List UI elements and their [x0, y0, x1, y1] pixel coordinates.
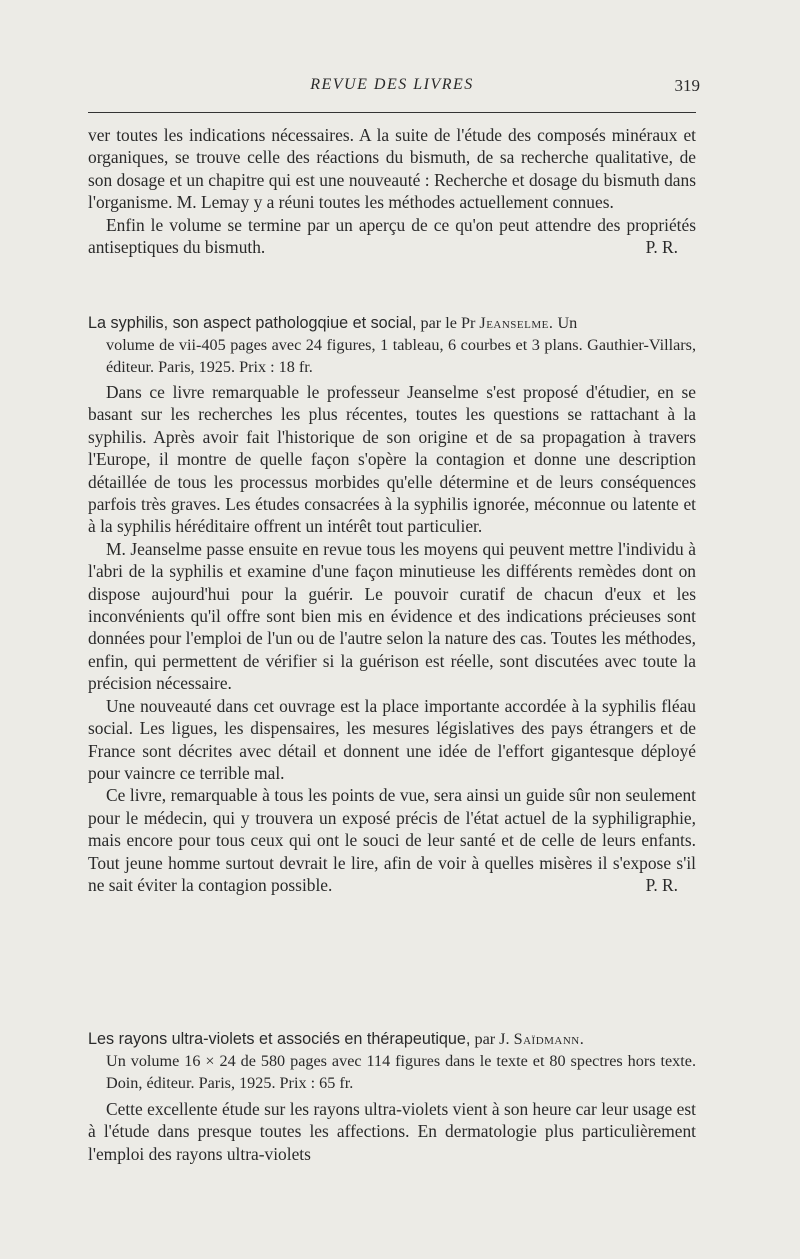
review-paragraph: Cette excellente étude sur les rayons ultra-violets vient à son heure car leur usage est à l'étude dans presque toutes les affections. En dermatologie plus particulièrement l'emploi des rayons ultra-violets [88, 1099, 696, 1164]
author-prefix: par J. [474, 1030, 510, 1048]
review-body [88, 381, 696, 896]
page-number: 319 [674, 76, 700, 95]
review-author: Jeanselme. [479, 314, 554, 332]
running-header [88, 76, 700, 102]
review-heading [88, 312, 696, 378]
review-closing-text: Ce livre, remarquable à tous les points de vue, sera ainsi un guide sûr non seulement pour le médecin, qui y trouvera un exposé précis de l'état actuel de la syphiligraphie, mais encore pour tous ceux qui ont le souci de leur santé et de celle de leurs enfants. Tout jeune homme surtout devrait le lire, afin de voir à quelles misères il s'expose s'il ne sait éviter la contagion possible. [88, 785, 696, 895]
review-title: Les rayons ultra-violets et associés en thérapeutique, [88, 1030, 471, 1048]
intro-section [88, 124, 696, 258]
review-paragraph: Dans ce livre remarquable le professeur Jeanselme s'est proposé d'étudier, en se basant sur les recherches les plus récentes, toutes les questions se rattachant à la syphilis. Après avoir fait l'historique de son origine et de sa propagation à travers l'Europe, il montre de quelle façon s'opère la contagion et donne une description détaillée de tous les processus morbides qu'elle détermine et de leurs conséquences parfois très graves. Les études consacrées à la syphilis ignorée, méconnue ou latente et à la syphilis héréditaire offrent un intérêt tout particulier. [88, 382, 696, 537]
review-paragraph: Une nouveauté dans cet ouvrage est la place importante accordée à la syphilis fléau social. Les ligues, les dispensaires, les mesures législatives des pays étrangers et de France sont décrites avec détail et donnent une idée de l'effort gigantesque déployé pour vaincre ce terrible mal. [88, 695, 696, 783]
review-heading-line [88, 312, 696, 334]
signature: P. R. [645, 874, 678, 895]
review-title: La syphilis, son aspect pathologqiue et social, [88, 314, 417, 332]
review-paragraph: M. Jeanselme passe ensuite en revue tous les moyens qui peuvent mettre l'individu à l'abri de la syphilis et examine d'une façon minutieuse les différents remèdes dont on dispose aujourd'hui pour la guérir. Le pouvoir curatif de chacun d'eux et les inconvénients qu'il offre sont bien mis en évidence et des indications précieuses sont données pour l'emploi de l'un ou de l'autre selon la nature des cas. Toutes les méthodes, enfin, qui permettent de vérifier si la guérison est réelle, sont discutées avec toute la précision nécessaire. [88, 538, 696, 694]
review-details-start: Un [557, 314, 578, 332]
running-title: REVUE DES LIVRES [310, 76, 474, 93]
review-details: volume de vii-405 pages avec 24 figures, 1 tableau, 6 courbes et 3 plans. Gauthier-Villars, éditeur. Paris, 1925. Prix : 18 fr. [106, 336, 696, 376]
review-body [88, 1098, 696, 1165]
intro-closing-text: Enfin le volume se termine par un aperçu de ce qu'on peut attendre des propriétés antiseptiques du bismuth. [88, 214, 696, 258]
review-closing-paragraph [88, 784, 696, 896]
header-rule [88, 112, 696, 113]
intro-closing-paragraph [88, 214, 696, 259]
signature: P. R. [645, 237, 678, 258]
intro-paragraph: ver toutes les indications nécessaires. A la suite de l'étude des composés minéraux et organiques, se trouve celle des réactions du bismuth, de sa recherche qualitative, de son dosage et un chapitre qui est une nouveauté : Recherche et dosage du bismuth dans l'organisme. M. Lemay y a réuni toutes les méthodes actuellement connues. [88, 125, 696, 213]
review-details: Un volume 16 × 24 de 580 pages avec 114 figures dans le texte et 80 spectres hors texte. Doin, éditeur. Paris, 1925. Prix : 65 fr. [106, 1052, 696, 1092]
review-author: Saïdmann. [513, 1030, 585, 1048]
review-heading [88, 1028, 696, 1094]
review-heading-line [88, 1028, 696, 1050]
author-prefix: par le Pr [420, 314, 476, 332]
